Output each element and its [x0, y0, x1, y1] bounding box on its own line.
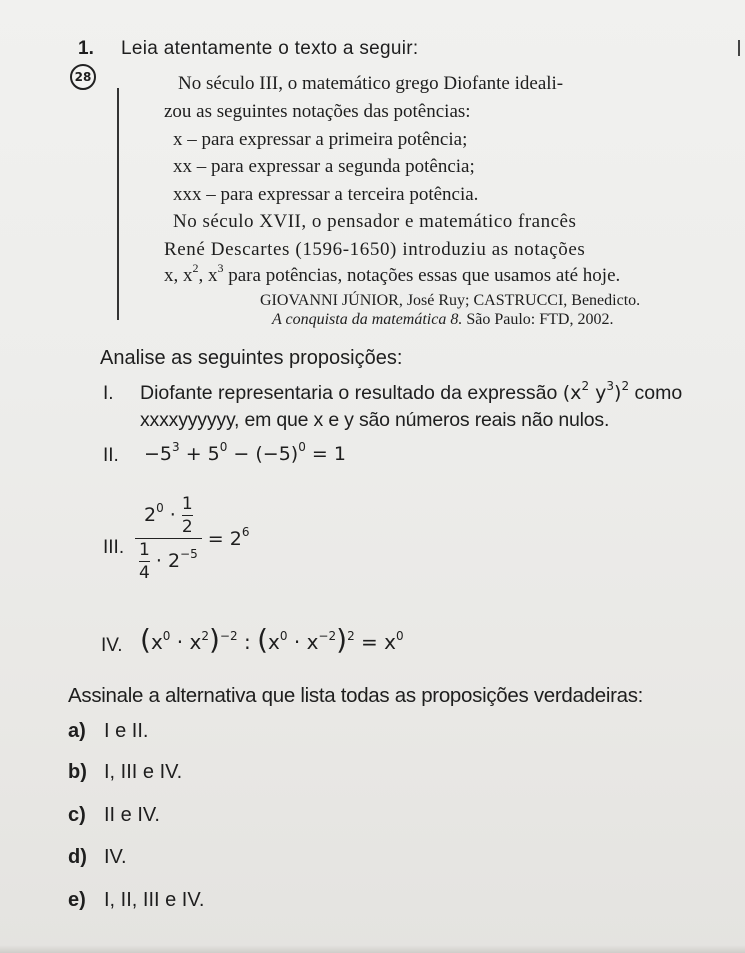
option-e-text[interactable]: I, II, III e IV.	[104, 889, 205, 911]
prop-3-numerator: $2^0$ · $\frac{1}{2}$	[144, 494, 193, 537]
passage-line-2: zou as seguintes notações das potências:	[164, 101, 471, 122]
option-b-letter: b)	[68, 761, 87, 783]
prop-4-label: IV.	[101, 635, 123, 656]
analysis-prompt: Analise as seguintes proposições:	[100, 347, 403, 369]
source-title: A conquista da matemática 8.	[272, 311, 463, 328]
passage-line-8-tail: para potências, notações essas que usamos até hoje.	[228, 265, 621, 286]
prop-1-text-before: Diofante representaria o resultado da expressão	[140, 382, 558, 404]
option-a-letter: a)	[68, 720, 86, 742]
option-c-text[interactable]: II e IV.	[104, 804, 160, 826]
passage-line-3: x – para expressar a primeira potência;	[173, 129, 468, 150]
option-b-text[interactable]: I, III e IV.	[104, 761, 183, 783]
option-d-text[interactable]: IV.	[104, 846, 127, 868]
passage-line-8	[164, 261, 621, 287]
page-bottom-edge	[0, 945, 745, 953]
question-instruction: Leia atentamente o texto a seguir:	[121, 38, 419, 59]
question-number: 1.	[78, 38, 94, 59]
passage-line-5: xxx – para expressar a terceira potência.	[173, 184, 479, 205]
prop-3-label: III.	[103, 537, 125, 558]
prop-3-expression: $2^0$ · $\frac{1}{2}$ $\frac{1}{4}$ · $2^{-5}$ = $2^6$	[135, 494, 250, 583]
prop-3-main-fraction	[135, 494, 202, 583]
source-authors: GIOVANNI JÚNIOR, José Ruy; CASTRUCCI, Benedicto.	[260, 292, 641, 309]
option-a-text[interactable]: I e II.	[104, 720, 149, 742]
notation-x: x, $x^2$, $x^3$	[164, 261, 224, 286]
option-e-letter: e)	[68, 889, 86, 911]
prop-1-label: I.	[103, 383, 114, 404]
passage-line-7: René Descartes (1596-1650) introduziu as notações	[164, 239, 586, 260]
prop-1-line-2: xxxxyyyyyy, em que x e y são números reais não nulos.	[140, 409, 610, 431]
source-reference	[272, 311, 613, 329]
prop-4-expression: $(x^0 \cdot x^2)^{-2}$ : $(x^0 \cdot x^{-2})^2 = x^0$	[140, 623, 404, 656]
final-instruction: Assinale a alternativa que lista todas as proposições verdadeiras:	[68, 684, 644, 707]
passage-line-1: No século III, o matemático grego Diofante ideali-	[178, 73, 564, 94]
prop-3-denominator: $\frac{1}{4}$ · $2^{-5}$	[139, 540, 198, 583]
passage-line-6: No século XVII, o pensador e matemático francês	[173, 211, 577, 232]
option-c-letter: c)	[68, 804, 86, 826]
source-publisher: São Paulo: FTD, 2002.	[466, 311, 614, 328]
page-badge: 28	[70, 64, 96, 90]
prop-2-expression: $-5^3 + 5^0 - (-5)^0 = 1$	[144, 440, 346, 465]
quote-bar	[117, 88, 119, 320]
prop-1-text-after: como	[634, 382, 683, 404]
option-d-letter: d)	[68, 846, 87, 868]
prop-2-label: II.	[103, 445, 119, 466]
prop-1-expression: ($x^2$ $y^3)^2$	[562, 379, 630, 404]
passage-line-4: xx – para expressar a segunda potência;	[173, 156, 475, 177]
prop-1-line-1	[140, 379, 683, 405]
margin-mark	[738, 40, 740, 56]
